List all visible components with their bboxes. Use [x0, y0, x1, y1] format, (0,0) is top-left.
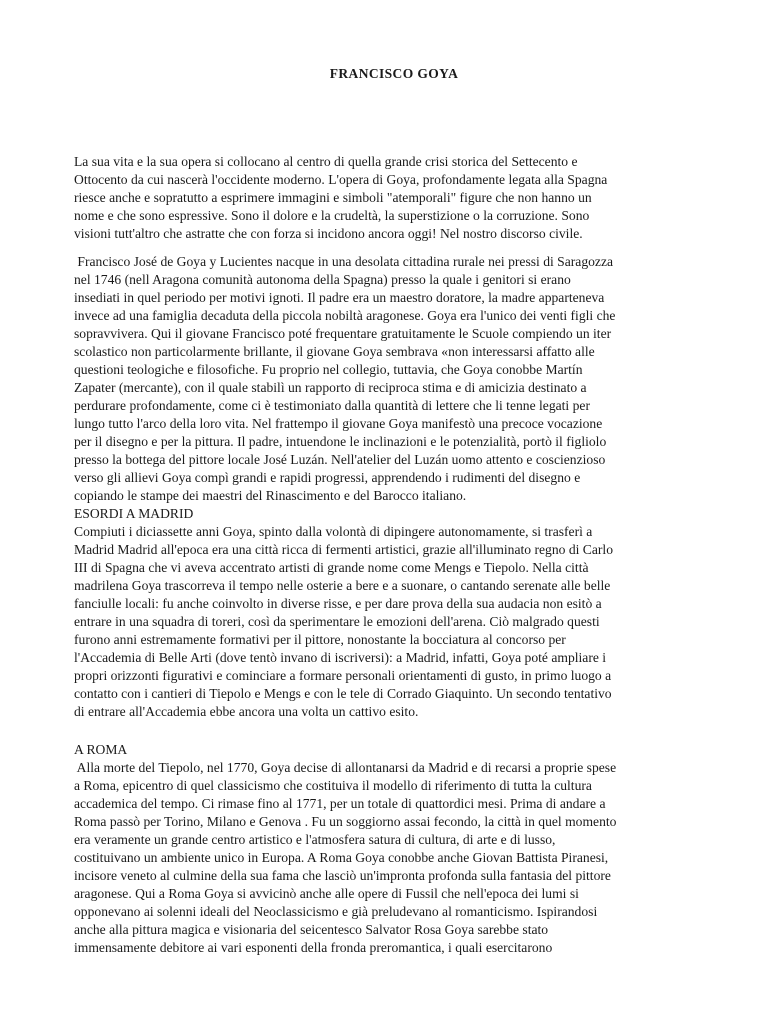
text-line: furono anni estremamente formativi per il pittore, nonostante la bocciatura al concorso per [74, 632, 566, 647]
paragraph-biography [74, 253, 696, 505]
text-line: opponevano ai solenni ideali del Neoclassicismo e già preludevano al romanticismo. Ispirandosi [74, 904, 598, 919]
text-line: presso la bottega del pittore locale José Luzán. Nell'atelier del Luzán uomo attento e coscienzioso [74, 452, 606, 467]
text-line: l'Accademia di Belle Arti (dove tentò invano di iscriversi): a Madrid, infatti, Goya poté ampliare i [74, 650, 607, 665]
text-line: Ottocento da cui nascerà l'occidente moderno. L'opera di Goya, profondamente legata alla Spagna [74, 172, 608, 187]
text-line: accademica del tempo. Ci rimase fino al 1771, per un totale di quattordici mesi. Prima di andare a [74, 796, 606, 811]
text-line: sopravvivera. Qui il giovane Francisco poté frequentare gratuitamente le Scuole compiendo un iter [74, 326, 612, 341]
text-line: visioni tutt'altro che astratte che con forza si incidono ancora oggi! Nel nostro discorso civile. [74, 226, 583, 241]
section-heading: A ROMA [74, 742, 128, 757]
paragraph-intro [74, 153, 696, 243]
text-line: Roma passò per Torino, Milano e Genova . Fu un soggiorno assai fecondo, la città in quel momento [74, 814, 617, 829]
text-line: La sua vita e la sua opera si collocano al centro di quella grande crisi storica del Settecento e [74, 154, 578, 169]
text-line: di entrare all'Accademia ebbe ancora una volta un cattivo esito. [74, 704, 419, 719]
text-line: lungo tutto l'arco della loro vita. Nel frattempo il giovane Goya manifestò una precoce vocazione [74, 416, 603, 431]
text-line: aragonese. Qui a Roma Goya si avvicinò anche alle opere di Fussil che nell'epoca dei lumi si [74, 886, 579, 901]
text-line: Francisco José de Goya y Lucientes nacque in una desolata cittadina rurale nei pressi di Saragozza [74, 254, 614, 269]
text-line: nel 1746 (nell Aragona comunità autonoma della Spagna) presso la quale i genitori si erano [74, 272, 571, 287]
text-line: Alla morte del Tiepolo, nel 1770, Goya decise di allontanarsi da Madrid e di recarsi a proprie spese [74, 760, 617, 775]
text-line: Zapater (mercante), con il quale stabilì un rapporto di reciproca stima e di amicizia destinato a [74, 380, 587, 395]
section-a-roma [74, 741, 696, 957]
text-line: III di Spagna che vi aveva accentrato artisti di grande nome come Mengs e Tiepolo. Nella città [74, 560, 589, 575]
text-line: costituivano un ambiente unico in Europa. A Roma Goya conobbe anche Giovan Battista Piranesi, [74, 850, 609, 865]
text-line: per il disegno e per la pittura. Il padre, intuendone le inclinazioni e le potenzialità, portò il figliolo [74, 434, 607, 449]
text-line: entrare in una squadra di toreri, così da sperimentare le emozioni dell'arena. Ciò malgrado questi [74, 614, 600, 629]
text-line: insediati in quel periodo per motivi ignoti. Il padre era un maestro doratore, la madre apparteneva [74, 290, 605, 305]
section-heading: ESORDI A MADRID [74, 506, 194, 521]
text-line: fanciulle locali: fu anche coinvolto in diverse risse, e per dare prova della sua audacia non esitò a [74, 596, 602, 611]
text-line: invece ad una famiglia decaduta della piccola nobiltà aragonese. Goya era l'unico dei venti figli che [74, 308, 616, 323]
text-line: questioni teologiche e filosofiche. Fu proprio nel collegio, tuttavia, che Goya conobbe Martín [74, 362, 583, 377]
text-line: nome e che sono espressive. Sono il dolore e la crudeltà, la superstizione o la corruzione. Sono [74, 208, 590, 223]
text-line: anche alla pittura magica e visionaria del seicentesco Salvator Rosa Goya sarebbe stato [74, 922, 549, 937]
text-line: madrilena Goya trascorreva il tempo nelle osterie a bere e a suonare, o cantando serenate alle belle [74, 578, 611, 593]
document-title: FRANCISCO GOYA [329, 66, 459, 81]
text-line: immensamente debitore ai vari esponenti della fronda preromantica, i quali esercitarono [74, 940, 553, 955]
text-line: verso gli allievi Goya compì grandi e rapidi progressi, apprendendo i rudimenti del disegno e [74, 470, 581, 485]
text-line: incisore veneto al culmine della sua fama che lasciò un'impronta profonda sulla fantasia del pittore [74, 868, 611, 883]
text-line: riesce anche e sopratutto a esprimere immagini e simboli "atemporali" figure che non hanno un [74, 190, 592, 205]
text-line: Madrid Madrid all'epoca era una città ricca di fermenti artistici, grazie all'illuminato regno di Carlo [74, 542, 613, 557]
text-line: propri orizzonti figurativi e cominciare a formare personali orientamenti di gusto, in primo luogo a [74, 668, 612, 683]
text-line: era veramente un grande centro artistico e l'atmosfera satura di cultura, di arte e di lusso, [74, 832, 556, 847]
text-line: perdurare profondamente, come ci è testimoniato dalla quantità di lettere che li tenne legati per [74, 398, 590, 413]
text-line: Compiuti i diciassette anni Goya, spinto dalla volontà di dipingere autonomamente, si trasferì a [74, 524, 593, 539]
text-line: scolastico non particolarmente brillante, il giovane Goya sembrava «non interessarsi affatto alle [74, 344, 595, 359]
text-line: contatto con i cantieri di Tiepolo e Mengs e con le tele di Corrado Giaquinto. Un secondo tentativo [74, 686, 612, 701]
section-esordi-a-madrid [74, 505, 696, 721]
text-line: a Roma, epicentro di quel classicismo che costituiva il modello di riferimento di tutta la cultura [74, 778, 592, 793]
text-line: copiando le stampe dei maestri del Rinascimento e del Barocco italiano. [74, 488, 467, 503]
